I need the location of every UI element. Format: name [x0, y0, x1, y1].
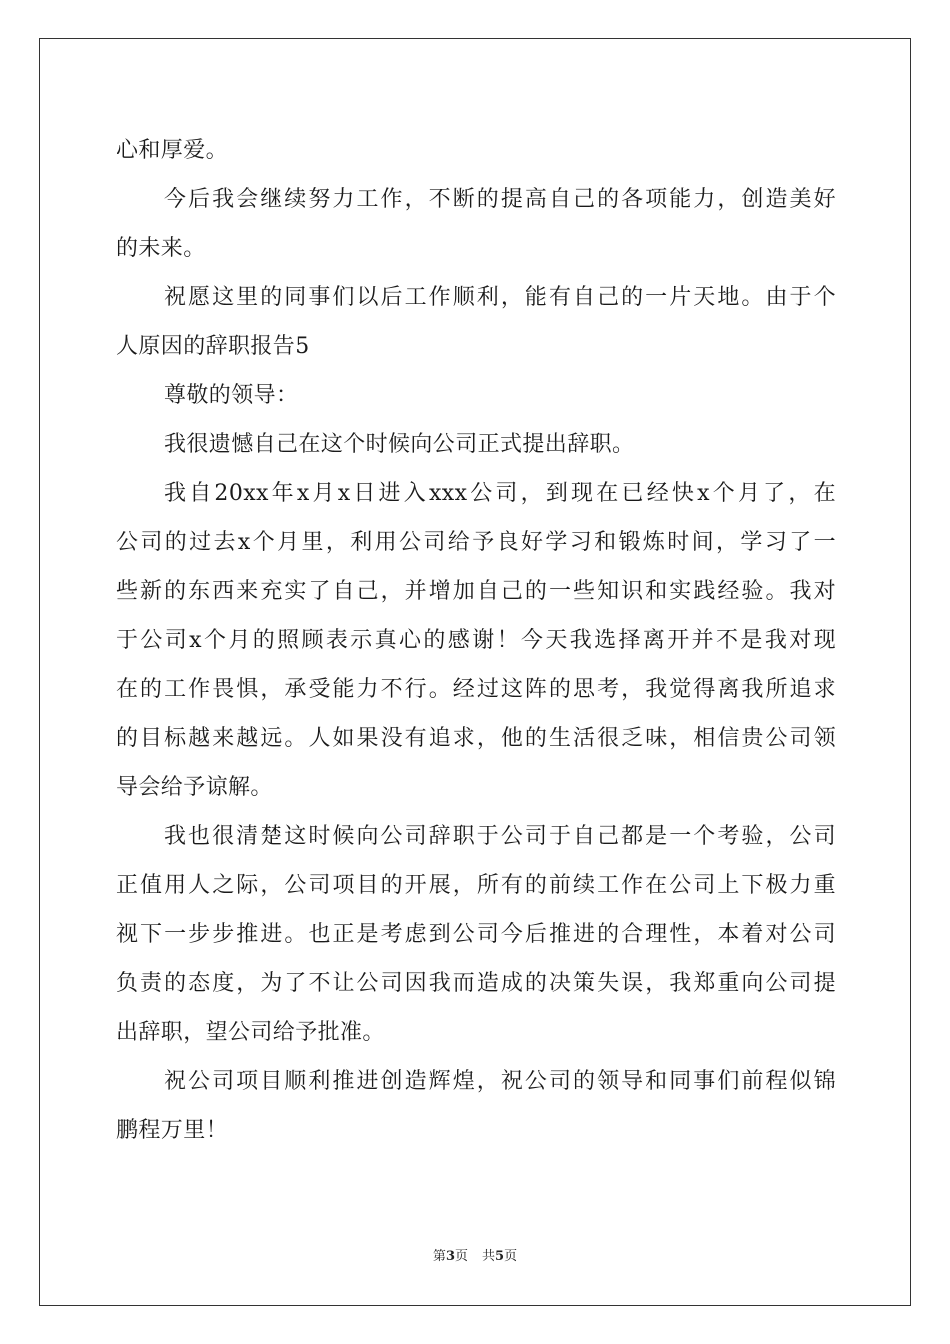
- paragraph-first-line: 祝公司项目顺利推进创造辉煌，祝公司的领导和同事们前程似锦: [164, 1069, 836, 1094]
- page-total-number: 5: [495, 1249, 505, 1264]
- page-footer: [0, 1247, 950, 1267]
- text-line: 视下一步步推进。也正是考虑到公司今后推进的合理性，本着对公司: [116, 922, 836, 947]
- text-line: 在的工作畏惧，承受能力不行。经过这阵的思考，我觉得离我所追求: [116, 677, 836, 702]
- section-title-line: 人原因的辞职报告5: [116, 334, 310, 359]
- salutation: 尊敬的领导：: [164, 383, 299, 408]
- paragraph-first-line: 我很遗憾自己在这个时候向公司正式提出辞职。: [164, 432, 635, 457]
- text-line: 出辞职，望公司给予批准。: [116, 1020, 385, 1045]
- text-line: 些新的东西来充实了自己，并增加自己的一些知识和实践经验。我对: [116, 579, 836, 604]
- text-line: 正值用人之际，公司项目的开展，所有的前续工作在公司上下极力重: [116, 873, 836, 898]
- text-line: 导会给予谅解。: [116, 775, 273, 800]
- text-line: 公司的过去x个月里，利用公司给予良好学习和锻炼时间，学习了一: [116, 530, 836, 555]
- text-line: 于公司x个月的照顾表示真心的感谢！今天我选择离开并不是我对现: [116, 628, 836, 653]
- page-current-number: 3: [445, 1249, 455, 1264]
- text-line: 鹏程万里！: [116, 1118, 229, 1143]
- paragraph-first-line: 我也很清楚这时候向公司辞职于公司于自己都是一个考验，公司: [164, 824, 836, 849]
- total-prefix: 共: [482, 1249, 496, 1264]
- document-body: [116, 126, 836, 1155]
- page-prefix: 第: [432, 1249, 446, 1264]
- paragraph-first-line: 我自20xx年x月x日进入xxx公司，到现在已经快x个月了，在: [164, 481, 836, 506]
- text-line: 的目标越来越远。人如果没有追求，他的生活很乏味，相信贵公司领: [116, 726, 836, 751]
- paragraph-first-line: 今后我会继续努力工作，不断的提高自己的各项能力，创造美好: [164, 187, 836, 212]
- page-suffix: 页: [454, 1249, 468, 1264]
- text-line: 负责的态度，为了不让公司因我而造成的决策失误，我郑重向公司提: [116, 971, 836, 996]
- total-suffix: 页: [504, 1249, 518, 1264]
- paragraph-first-line: 祝愿这里的同事们以后工作顺利，能有自己的一片天地。由于个: [164, 285, 836, 310]
- text-line: 的未来。: [116, 236, 206, 261]
- text-line: 心和厚爱。: [116, 138, 229, 163]
